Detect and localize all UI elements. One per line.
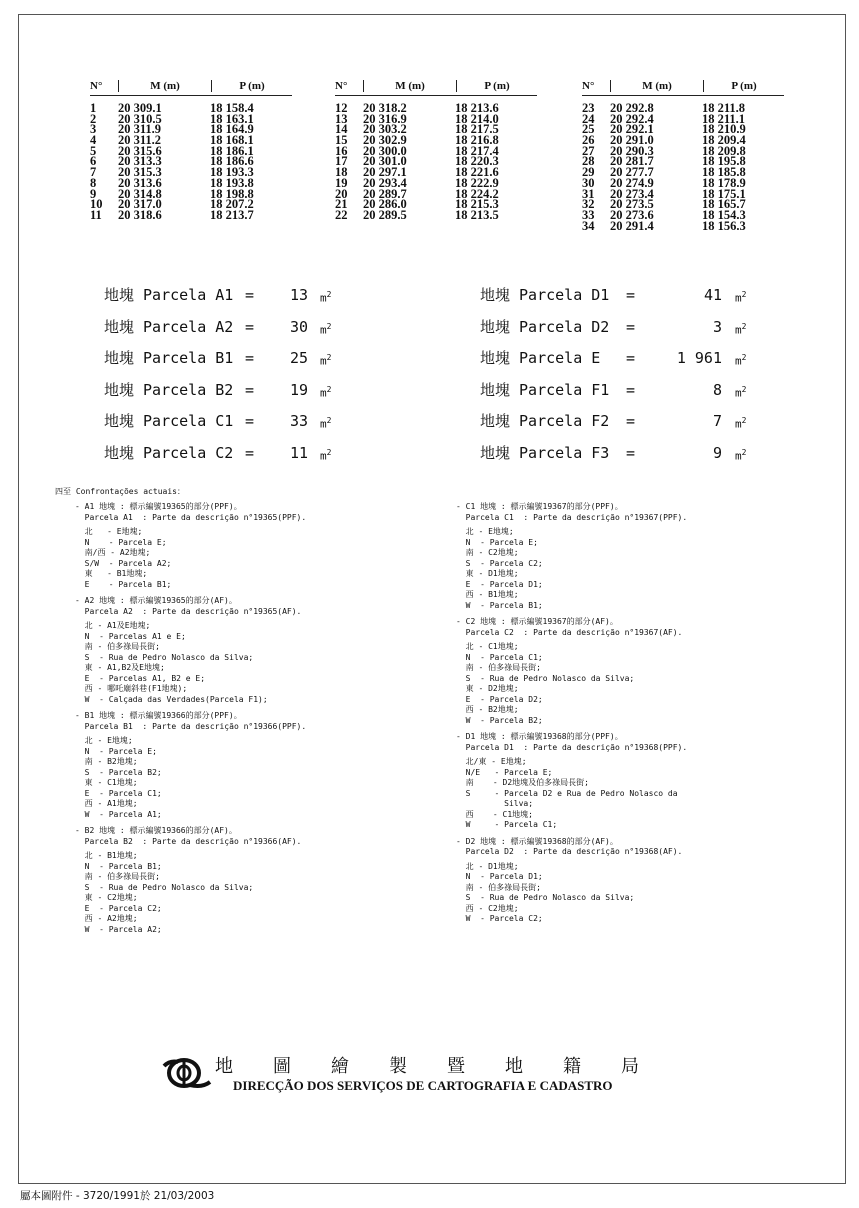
coordinate-table-2: [335, 80, 537, 221]
boundary-line: E - Parcela C2;: [75, 903, 162, 913]
m-coordinate: 20 292.1: [610, 122, 654, 137]
parcel-heading: Parcela B2 : Parte da descrição n°19366(AF).: [75, 836, 302, 846]
header-m: M (m): [119, 80, 212, 92]
m-coordinate: 20 300.0: [363, 143, 407, 158]
boundary-line: 西 - C2地塊;: [456, 903, 519, 913]
boundary-line: N - Parcela C1;: [456, 652, 543, 662]
boundary-line: 西 - A2地塊;: [75, 914, 138, 923]
boundary-line: 南 - B2地塊;: [75, 757, 138, 766]
point-number: 23: [582, 101, 595, 115]
equals-sign: =: [626, 380, 636, 399]
parcel-label: 地塊 Parcela B2: [104, 380, 234, 399]
equals-sign: =: [245, 380, 255, 399]
boundary-line: W - Parcela B1;: [456, 600, 543, 610]
boundary-line: 西 - A1地塊;: [75, 799, 138, 808]
boundary-line: 北 - C1地塊;: [456, 642, 519, 651]
boundary-line: W - Parcela A2;: [75, 924, 162, 934]
confrontations-column-right: [456, 502, 687, 931]
point-number: 30: [582, 175, 595, 190]
boundary-line: W - Parcela C2;: [456, 914, 543, 923]
area-value: 1 961: [676, 349, 722, 367]
point-number: 11: [90, 207, 102, 222]
unit-exponent: 2: [741, 384, 747, 394]
m-coordinate: 20 273.6: [610, 207, 654, 222]
point-number: 19: [335, 175, 348, 190]
boundary-line: S - Rua de Pedro Nolasco da Silva;: [456, 893, 635, 902]
boundary-line: S/W - Parcela A2;: [75, 558, 172, 568]
boundary-line: E - Parcela B1;: [75, 579, 172, 589]
boundary-line: E - Parcela D2;: [456, 694, 543, 704]
p-coordinate: 18 193.3: [210, 165, 254, 180]
boundary-line: S - Parcela C2;: [456, 558, 543, 568]
agency-name-chinese: 地圖繪製暨地籍局: [215, 1056, 679, 1077]
coordinate-table-header: [335, 80, 537, 96]
boundary-line: 東 - D2地塊;: [456, 684, 519, 693]
unit-exponent: 2: [741, 321, 747, 331]
p-coordinate: 18 210.9: [702, 122, 746, 137]
p-coordinate: 18 193.8: [210, 175, 254, 190]
header-n: N°: [582, 80, 611, 92]
boundary-line: 西 - B1地塊;: [456, 590, 519, 599]
boundary-line: 南 - C2地塊;: [456, 548, 519, 557]
boundary-line: S - Rua de Pedro Nolasco da Silva;: [75, 652, 254, 662]
p-coordinate: 18 158.4: [210, 101, 254, 115]
unit-symbol: m: [735, 323, 742, 337]
m-coordinate: 20 317.0: [118, 197, 162, 212]
unit-exponent: 2: [741, 290, 747, 299]
boundary-line: 南 - 伯多祿局長街;: [456, 663, 541, 672]
header-p: P (m): [731, 80, 757, 92]
m-coordinate: 20 301.0: [363, 154, 407, 169]
p-coordinate: 18 178.9: [702, 175, 746, 190]
parcel-heading: - C1 地塊 : 標示編號19367的部分(PPF)。: [456, 502, 623, 511]
boundary-line: 西 - 哪吒廟斜巷(F1地塊);: [75, 684, 188, 693]
area-value: 13: [289, 286, 308, 304]
m-coordinate: 20 313.6: [118, 175, 162, 190]
p-coordinate: 18 213.7: [210, 207, 254, 222]
p-coordinate: 18 209.8: [702, 143, 746, 158]
point-number: 25: [582, 122, 595, 137]
boundary-line: 西 - C1地塊;: [456, 809, 533, 819]
parcel-label: 地塊 Parcela D1: [480, 286, 610, 304]
parcel-heading: Parcela D2 : Parte da descrição n°19368(AF).: [456, 847, 683, 856]
area-unit: [735, 348, 746, 372]
confrontations-column-left: [75, 502, 306, 941]
point-number: 5: [90, 143, 97, 158]
area-unit: [735, 317, 746, 341]
confrontations-title: 四至 Confrontações actuais：: [55, 487, 185, 496]
boundary-line: 南 - 伯多祿局長街;: [75, 642, 160, 651]
area-unit: [735, 380, 746, 404]
unit-exponent: 2: [326, 416, 332, 425]
boundary-line: 北 - E地塊;: [456, 527, 514, 536]
area-entry-right: [0, 348, 859, 368]
boundary-line: 東 - D1地塊;: [456, 569, 519, 578]
boundary-line: E - Parcela D1;: [456, 579, 543, 589]
parcel-label: 地塊 Parcela A2: [104, 317, 234, 336]
unit-exponent: 2: [741, 353, 747, 362]
boundary-line: S - Parcela D2 e Rua de Pedro Nolasco da: [456, 788, 678, 798]
p-coordinate: 18 198.8: [210, 186, 254, 201]
boundary-line: N/E - Parcela E;: [456, 767, 553, 777]
parcel-label: 地塊 Parcela C2: [104, 443, 234, 462]
area-unit: [735, 411, 746, 435]
p-coordinate: 18 224.2: [455, 186, 499, 201]
area-entry-right: [0, 380, 859, 400]
point-number: 27: [582, 143, 595, 158]
parcel-label: 地塊 Parcela D2: [480, 317, 610, 336]
header-p: P (m): [239, 80, 265, 92]
boundary-line: E - Parcela C1;: [75, 788, 162, 798]
equals-sign: =: [245, 443, 255, 462]
m-coordinate: 20 290.3: [610, 143, 654, 158]
m-coordinate: 20 311.9: [118, 122, 162, 137]
boundary-line: W - Parcela B2;: [456, 715, 543, 725]
m-coordinate: 20 303.2: [363, 122, 407, 137]
dscc-logo-icon: [160, 1058, 212, 1090]
point-number: 26: [582, 133, 595, 148]
header-n: N°: [335, 80, 364, 92]
boundary-line: N - Parcela E;: [456, 537, 538, 547]
boundary-line: 南 - D2地塊及伯多祿局長街;: [456, 778, 589, 787]
coordinate-table-1: [90, 80, 292, 221]
boundary-line: 西 - B2地塊;: [456, 705, 519, 714]
point-number: 20: [335, 186, 348, 201]
header-n: N°: [90, 80, 119, 92]
boundary-line: 東 - C1地塊;: [75, 778, 138, 787]
p-coordinate: 18 186.6: [210, 154, 254, 169]
annex-note: 屬本圖附件 - 3720/1991於 21/03/2003: [20, 1190, 215, 1202]
parcel-label: 地塊 Parcela E: [480, 349, 601, 367]
m-coordinate: 20 292.8: [610, 101, 654, 115]
m-coordinate: 20 297.1: [363, 165, 407, 180]
parcel-heading: - A1 地塊 : 標示編號19365的部分(PPF)。: [75, 502, 242, 511]
m-coordinate: 20 315.3: [118, 165, 162, 180]
p-coordinate: 18 213.5: [455, 207, 499, 222]
boundary-line: 北 - E地塊;: [75, 527, 143, 536]
boundary-line: 北 - E地塊;: [75, 736, 133, 745]
m-coordinate: 20 274.9: [610, 175, 654, 190]
p-coordinate: 18 222.9: [455, 175, 499, 190]
boundary-line: 東 - A1,B2及E地塊;: [75, 663, 165, 672]
m-coordinate: 20 291.0: [610, 133, 654, 148]
equals-sign: =: [245, 412, 255, 430]
boundary-line: S - Rua de Pedro Nolasco da Silva;: [75, 882, 254, 892]
unit-symbol: m: [735, 354, 742, 368]
unit-symbol: m: [320, 417, 327, 431]
boundary-line: N - Parcela E;: [75, 537, 167, 547]
point-number: 31: [582, 186, 595, 201]
point-number: 17: [335, 154, 348, 169]
m-coordinate: 20 289.7: [363, 186, 407, 201]
boundary-line: W - Parcela C1;: [456, 820, 558, 829]
area-value: 30: [289, 317, 308, 336]
point-number: 33: [582, 207, 595, 222]
unit-exponent: 2: [326, 321, 332, 331]
area-entry-right: [0, 285, 859, 305]
point-number: 24: [582, 111, 595, 126]
point-number: 32: [582, 197, 595, 212]
m-coordinate: 20 292.4: [610, 111, 654, 126]
point-number: 28: [582, 154, 595, 169]
p-coordinate: 18 156.3: [702, 218, 746, 233]
area-value: 19: [289, 380, 308, 399]
boundary-line: S - Parcela B2;: [75, 767, 162, 777]
p-coordinate: 18 165.7: [702, 197, 746, 212]
unit-exponent: 2: [741, 447, 747, 457]
p-coordinate: 18 214.0: [455, 111, 499, 126]
boundary-line: 北 - B1地塊;: [75, 851, 138, 860]
unit-symbol: m: [735, 291, 742, 305]
m-coordinate: 20 289.5: [363, 207, 407, 222]
m-coordinate: 20 316.9: [363, 111, 407, 126]
area-value: 11: [289, 443, 308, 462]
area-value: 9: [712, 443, 722, 462]
m-coordinate: 20 318.2: [363, 101, 407, 115]
parcel-label: 地塊 Parcela F3: [480, 443, 610, 462]
area-entry-right: [0, 411, 859, 431]
point-number: 29: [582, 165, 595, 180]
boundary-line: 北/東 - E地塊;: [456, 757, 527, 766]
equals-sign: =: [245, 286, 255, 304]
equals-sign: =: [626, 286, 636, 304]
parcel-label: 地塊 Parcela B1: [104, 349, 234, 367]
unit-exponent: 2: [326, 384, 332, 394]
boundary-line: 北 - A1及E地塊;: [75, 621, 151, 630]
point-number: 2: [90, 111, 97, 126]
parcel-heading: Parcela A1 : Parte da descrição n°19365(PPF).: [75, 512, 307, 522]
equals-sign: =: [626, 443, 636, 462]
point-number: 8: [90, 175, 97, 190]
parcel-label: 地塊 Parcela A1: [104, 286, 234, 304]
p-coordinate: 18 211.8: [702, 101, 746, 115]
boundary-line: N - Parcelas A1 e E;: [75, 631, 186, 641]
equals-sign: =: [626, 412, 636, 430]
coordinate-row: [90, 207, 292, 222]
m-coordinate: 20 293.4: [363, 175, 407, 190]
parcel-heading: Parcela B1 : Parte da descrição n°19366(PPF).: [75, 721, 307, 731]
m-coordinate: 20 310.5: [118, 111, 162, 126]
area-unit: [735, 443, 746, 467]
m-coordinate: 20 277.7: [610, 165, 654, 180]
boundary-line: E - Parcelas A1, B2 e E;: [75, 673, 206, 683]
parcel-heading: - C2 地塊 : 標示編號19367的部分(AF)。: [456, 617, 618, 626]
area-unit: [735, 285, 746, 309]
unit-exponent: 2: [741, 416, 747, 425]
unit-symbol: m: [320, 291, 327, 305]
boundary-line: 東 - C2地塊;: [75, 893, 138, 902]
p-coordinate: 18 164.9: [210, 122, 254, 137]
parcel-heading: Parcela C1 : Parte da descrição n°19367(PPF).: [456, 512, 688, 522]
m-coordinate: 20 313.3: [118, 154, 162, 169]
p-coordinate: 18 185.8: [702, 165, 746, 180]
point-number: 14: [335, 122, 348, 137]
m-coordinate: 20 318.6: [118, 207, 162, 222]
m-coordinate: 20 311.2: [118, 133, 162, 148]
p-coordinate: 18 211.1: [702, 111, 746, 126]
boundary-line: W - Parcela A1;: [75, 809, 162, 819]
point-number: 4: [90, 133, 97, 148]
m-coordinate: 20 291.4: [610, 218, 654, 233]
point-number: 12: [335, 101, 348, 115]
area-value: 3: [712, 317, 722, 336]
point-number: 21: [335, 197, 348, 212]
p-coordinate: 18 217.5: [455, 122, 499, 137]
boundary-line: 南 - 伯多祿局長街;: [456, 882, 541, 892]
boundary-line: 南 - 伯多祿局長街;: [75, 872, 160, 881]
unit-symbol: m: [735, 449, 742, 463]
p-coordinate: 18 215.3: [455, 197, 499, 212]
parcel-label: 地塊 Parcela F1: [480, 380, 610, 399]
unit-symbol: m: [320, 354, 327, 368]
parcel-heading: - A2 地塊 : 標示編號19365的部分(AF)。: [75, 596, 237, 605]
unit-symbol: m: [320, 449, 327, 463]
p-coordinate: 18 195.8: [702, 154, 746, 169]
point-number: 6: [90, 154, 97, 169]
point-number: 10: [90, 197, 103, 212]
agency-name-portuguese: DIRECÇÃO DOS SERVIÇOS DE CARTOGRAFIA E CADASTRO: [233, 1078, 613, 1093]
m-coordinate: 20 281.7: [610, 154, 654, 169]
coordinate-table-3: [582, 80, 784, 231]
m-coordinate: 20 286.0: [363, 197, 407, 212]
p-coordinate: 18 207.2: [210, 197, 254, 212]
parcel-heading: Parcela A2 : Parte da descrição n°19365(AF).: [75, 606, 302, 616]
parcel-heading: Parcela D1 : Parte da descrição n°19368(PPF).: [456, 742, 688, 752]
p-coordinate: 18 168.1: [210, 133, 254, 148]
p-coordinate: 18 175.1: [702, 186, 746, 201]
point-number: 34: [582, 218, 595, 233]
area-value: 8: [712, 380, 722, 399]
parcel-label: 地塊 Parcela F2: [480, 412, 610, 430]
equals-sign: =: [626, 349, 636, 367]
p-coordinate: 18 186.1: [210, 143, 254, 158]
equals-sign: =: [626, 317, 636, 336]
coordinate-row: [582, 218, 784, 233]
header-m: M (m): [611, 80, 704, 92]
unit-exponent: 2: [326, 290, 332, 299]
coordinate-table-header: [582, 80, 784, 96]
unit-exponent: 2: [326, 447, 332, 457]
point-number: 13: [335, 111, 348, 126]
parcel-heading: - D2 地塊 : 標示編號19368的部分(AF)。: [456, 836, 618, 846]
area-value: 41: [703, 286, 722, 304]
p-coordinate: 18 217.4: [455, 143, 499, 158]
point-number: 22: [335, 207, 348, 222]
parcel-heading: - B1 地塊 : 標示編號19366的部分(PPF)。: [75, 711, 242, 720]
p-coordinate: 18 216.8: [455, 133, 499, 148]
parcel-heading: Parcela C2 : Parte da descrição n°19367(AF).: [456, 627, 683, 637]
point-number: 9: [90, 186, 97, 201]
m-coordinate: 20 273.5: [610, 197, 654, 212]
point-number: 7: [90, 165, 97, 180]
coordinate-row: [335, 207, 537, 222]
boundary-line: 北 - D1地塊;: [456, 861, 519, 871]
equals-sign: =: [245, 317, 255, 336]
boundary-line: W - Calçada das Verdades(Parcela F1);: [75, 694, 268, 704]
point-number: 16: [335, 143, 348, 158]
p-coordinate: 18 209.4: [702, 133, 746, 148]
unit-symbol: m: [320, 386, 327, 400]
m-coordinate: 20 314.8: [118, 186, 162, 201]
parcel-label: 地塊 Parcela C1: [104, 412, 234, 430]
boundary-line: N - Parcela E;: [75, 746, 157, 756]
m-coordinate: 20 309.1: [118, 101, 162, 115]
parcel-heading: - D1 地塊 : 標示編號19368的部分(PPF)。: [456, 732, 623, 741]
boundary-line: S - Rua de Pedro Nolasco da Silva;: [456, 673, 635, 683]
boundary-line: 南/西 - A2地塊;: [75, 548, 151, 557]
equals-sign: =: [245, 349, 255, 367]
parcel-heading: - B2 地塊 : 標示編號19366的部分(AF)。: [75, 826, 237, 835]
p-coordinate: 18 220.3: [455, 154, 499, 169]
boundary-line: 東 - B1地塊;: [75, 569, 148, 578]
m-coordinate: 20 315.6: [118, 143, 162, 158]
boundary-line: Silva;: [456, 799, 534, 808]
unit-symbol: m: [735, 386, 742, 400]
area-entry-right: [0, 317, 859, 337]
unit-exponent: 2: [326, 353, 332, 362]
area-value: 33: [289, 412, 308, 430]
p-coordinate: 18 163.1: [210, 111, 254, 126]
area-value: 25: [289, 349, 308, 367]
p-coordinate: 18 154.3: [702, 207, 746, 222]
area-entry-right: [0, 443, 859, 463]
coordinate-table-header: [90, 80, 292, 96]
point-number: 15: [335, 133, 348, 148]
m-coordinate: 20 273.4: [610, 186, 654, 201]
point-number: 1: [90, 101, 97, 115]
point-number: 18: [335, 165, 348, 180]
header-m: M (m): [364, 80, 457, 92]
point-number: 3: [90, 122, 97, 137]
area-value: 7: [712, 412, 722, 430]
unit-symbol: m: [320, 323, 327, 337]
p-coordinate: 18 221.6: [455, 165, 499, 180]
boundary-line: N - Parcela B1;: [75, 861, 162, 871]
boundary-line: N - Parcela D1;: [456, 872, 543, 881]
p-coordinate: 18 213.6: [455, 101, 499, 115]
m-coordinate: 20 302.9: [363, 133, 407, 148]
unit-symbol: m: [735, 417, 742, 431]
header-p: P (m): [484, 80, 510, 92]
